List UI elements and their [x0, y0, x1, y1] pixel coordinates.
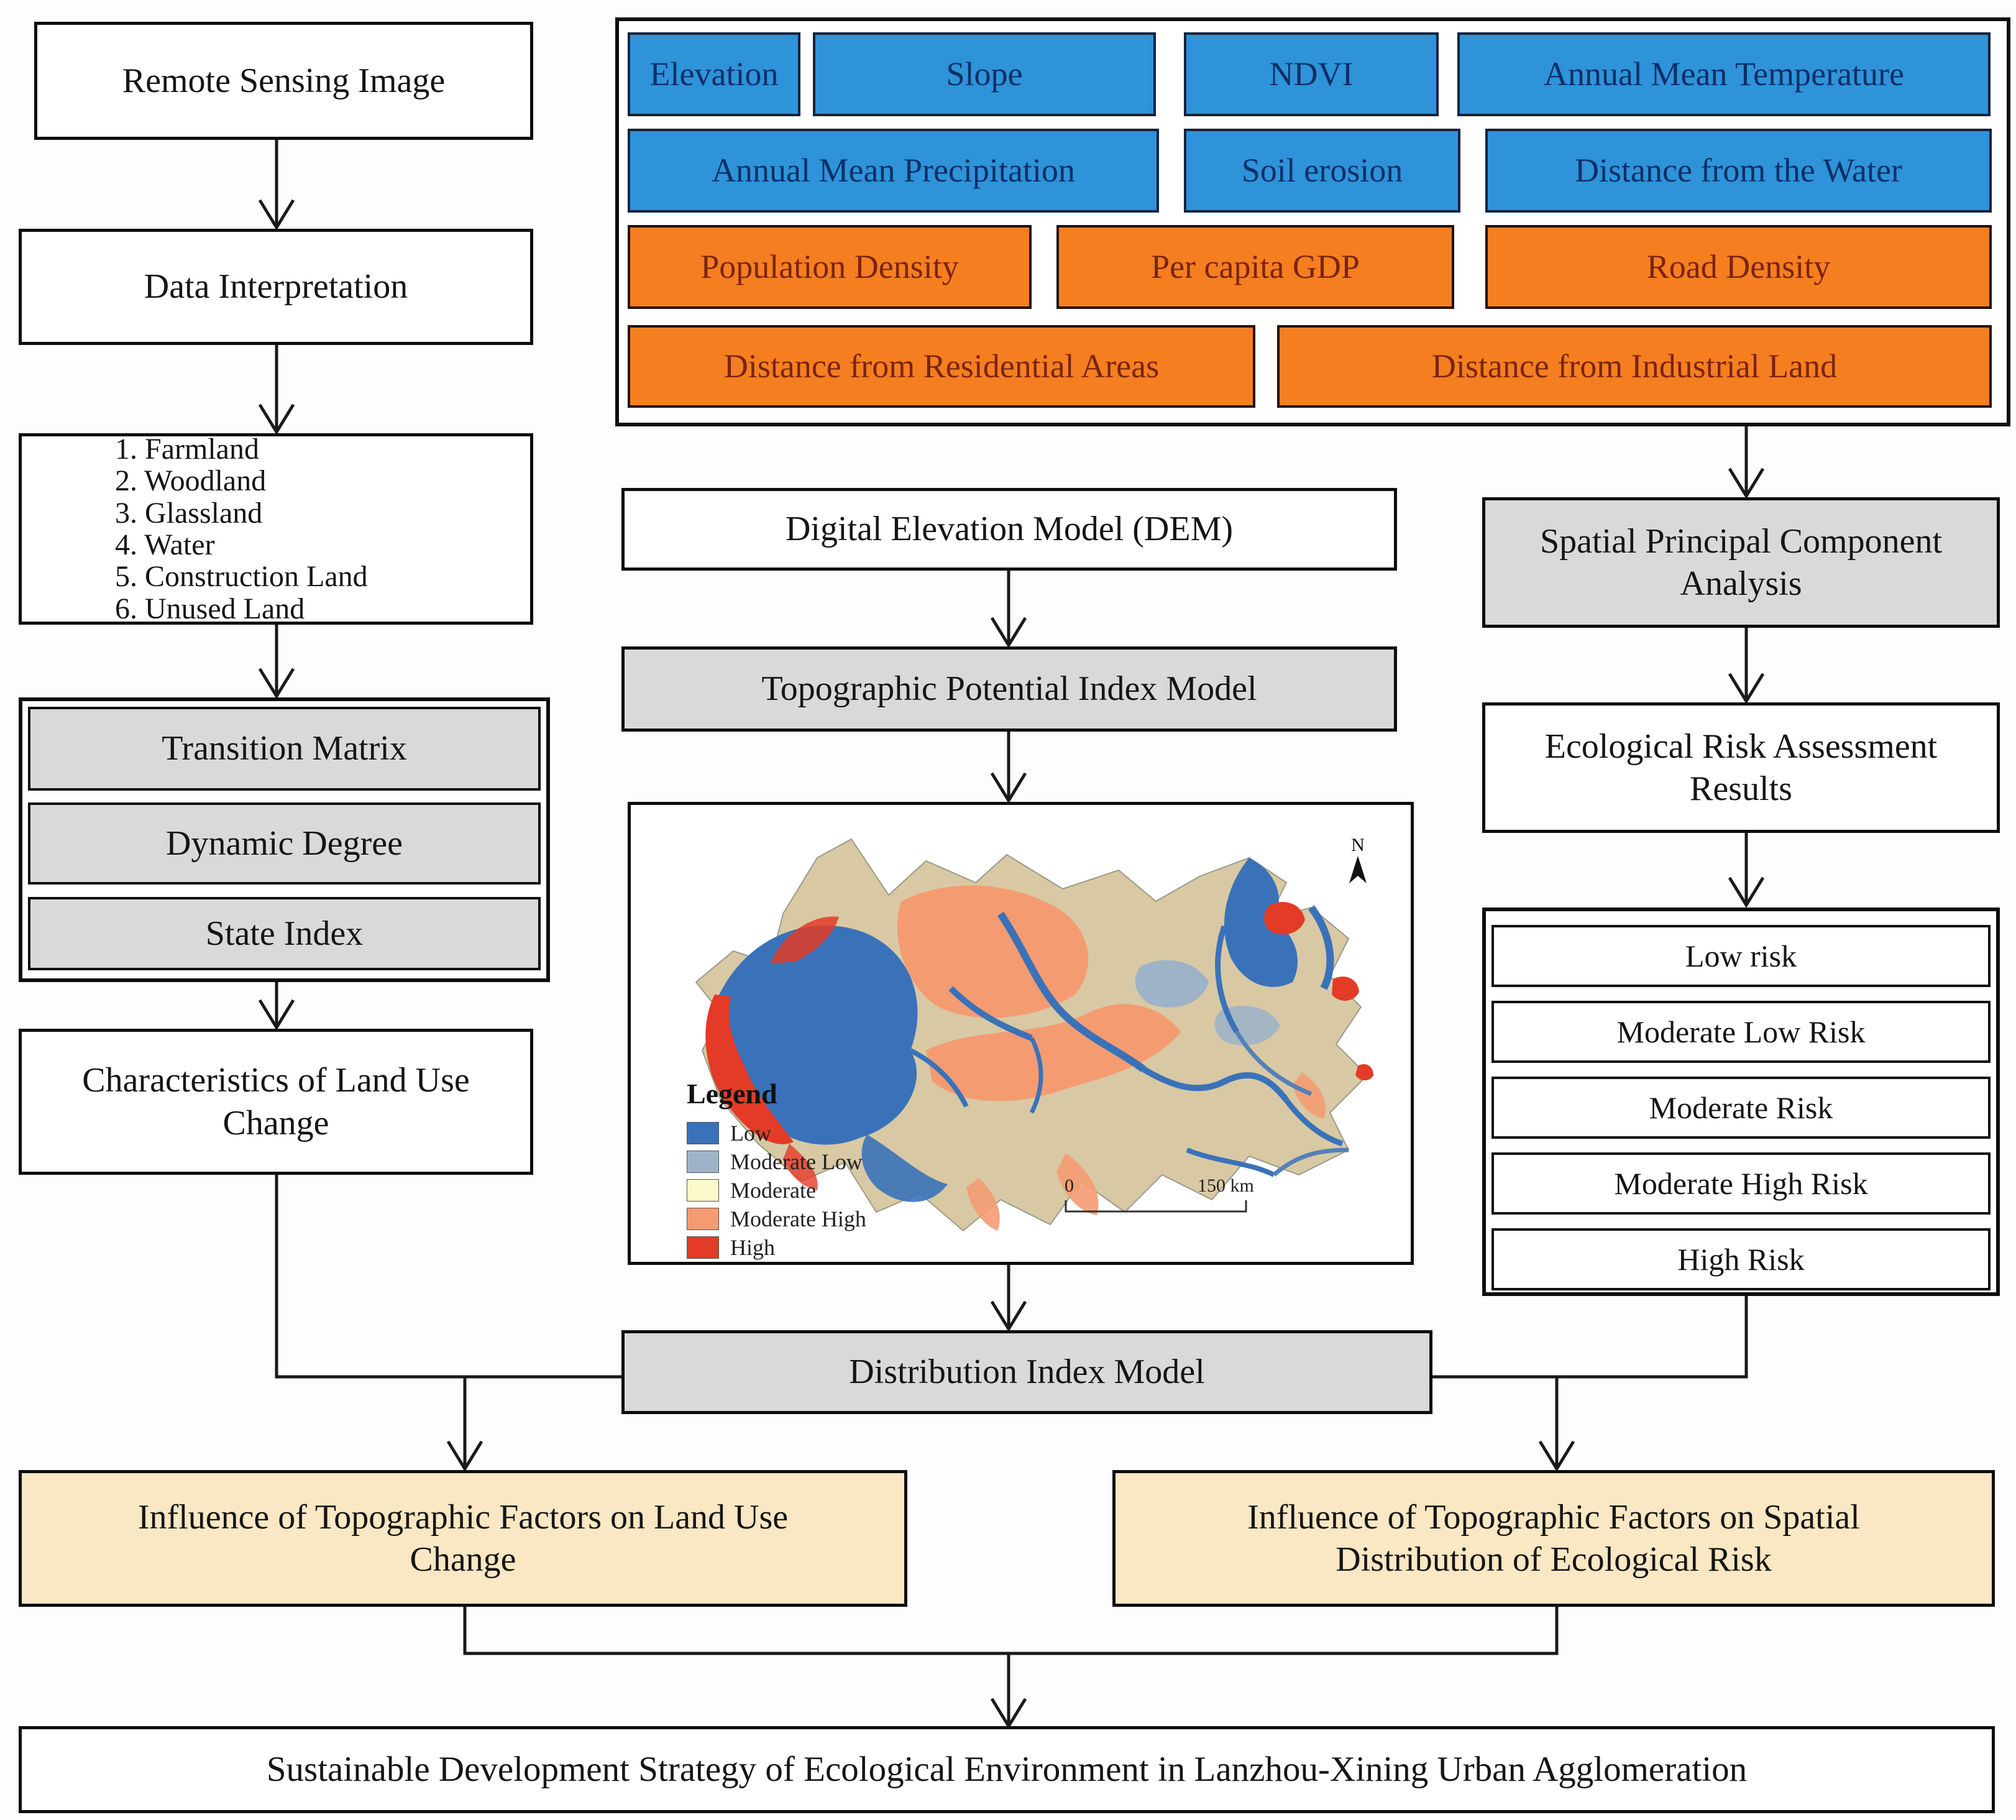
- legend-label: High: [730, 1235, 775, 1260]
- factor-ndvi: NDVI: [1184, 32, 1439, 116]
- state-index-box: State Index: [28, 897, 541, 970]
- topographic-potential-index-box: Topographic Potential Index Model: [621, 646, 1397, 732]
- characteristics-box: Characteristics of Land Use Change: [19, 1029, 533, 1175]
- factor-annual-mean-precipitation: Annual Mean Precipitation: [628, 129, 1159, 213]
- legend-swatch-moderate-high: [687, 1208, 719, 1230]
- dem-box: Digital Elevation Model (DEM): [621, 488, 1397, 571]
- legend-title: Legend: [687, 1078, 777, 1110]
- sustainable-strategy-box: Sustainable Development Strategy of Ecological Environment in Lanzhou-Xining Urban Agglomeration: [19, 1726, 1995, 1813]
- legend-item: [687, 1176, 866, 1205]
- land-use-item: 3. Glassland: [115, 496, 263, 530]
- topographic-potential-map: [628, 802, 1414, 1265]
- risk-moderate-low-box: Moderate Low Risk: [1491, 1001, 1991, 1063]
- risk-high-box: High Risk: [1491, 1228, 1991, 1290]
- factor-elevation: Elevation: [628, 32, 800, 116]
- factor-per-capita-gdp: Per capita GDP: [1056, 225, 1454, 309]
- legend-swatch-low: [687, 1122, 719, 1144]
- factor-slope: Slope: [813, 32, 1156, 116]
- land-use-item: 6. Unused Land: [115, 592, 305, 625]
- north-arrow-icon: [1345, 856, 1370, 883]
- risk-low-box: Low risk: [1491, 925, 1991, 987]
- risk-moderate-box: Moderate Risk: [1491, 1077, 1991, 1139]
- distribution-index-box: Distribution Index Model: [621, 1330, 1432, 1414]
- north-arrow: [1344, 835, 1372, 886]
- transition-matrix-box: Transition Matrix: [28, 707, 541, 791]
- legend-label: Moderate High: [730, 1206, 866, 1231]
- north-label: N: [1351, 835, 1365, 855]
- legend-swatch-moderate-low: [687, 1151, 719, 1173]
- factor-population-density: Population Density: [628, 225, 1032, 309]
- remote-sensing-box: Remote Sensing Image: [34, 22, 533, 140]
- legend-swatch-moderate: [687, 1179, 719, 1202]
- factor-distance-industrial: Distance from Industrial Land: [1277, 325, 1992, 408]
- factor-soil-erosion: Soil erosion: [1184, 129, 1460, 213]
- data-interpretation-box: Data Interpretation: [19, 229, 533, 345]
- scale-end-label: 150 km: [1198, 1175, 1254, 1196]
- scale-bar: [1060, 1173, 1265, 1221]
- legend-label: Moderate Low: [730, 1149, 863, 1174]
- legend-swatch-high: [687, 1236, 719, 1259]
- legend-label: Moderate: [730, 1178, 816, 1203]
- land-use-item: 1. Farmland: [115, 432, 259, 466]
- spatial-pca-box: Spatial Principal Component Analysis: [1482, 497, 2000, 628]
- factor-road-density: Road Density: [1485, 225, 1992, 309]
- land-use-list-box: [19, 433, 533, 625]
- influence-land-use-box: Influence of Topographic Factors on Land Use Change: [19, 1470, 907, 1607]
- risk-moderate-high-box: Moderate High Risk: [1491, 1152, 1991, 1215]
- scale-bar-line: [1066, 1200, 1246, 1211]
- ecological-risk-results-box: Ecological Risk Assessment Results: [1482, 702, 2000, 833]
- legend-item: [687, 1147, 866, 1176]
- land-use-item: 4. Water: [115, 528, 215, 561]
- legend-item: [687, 1205, 866, 1233]
- legend-item: [687, 1233, 866, 1262]
- factor-distance-residential: Distance from Residential Areas: [628, 325, 1255, 408]
- dynamic-degree-box: Dynamic Degree: [28, 802, 541, 885]
- factor-distance-water: Distance from the Water: [1485, 129, 1992, 213]
- influence-ecological-risk-box: Influence of Topographic Factors on Spatial Distribution of Ecological Risk: [1112, 1470, 1995, 1607]
- land-use-item: 5. Construction Land: [115, 560, 368, 594]
- scale-start-label: 0: [1065, 1175, 1074, 1196]
- map-legend: [687, 1077, 866, 1262]
- legend-item: [687, 1119, 866, 1147]
- land-use-item: 2. Woodland: [115, 464, 267, 498]
- legend-label: Low: [730, 1121, 771, 1146]
- factor-annual-mean-temperature: Annual Mean Temperature: [1457, 32, 1991, 116]
